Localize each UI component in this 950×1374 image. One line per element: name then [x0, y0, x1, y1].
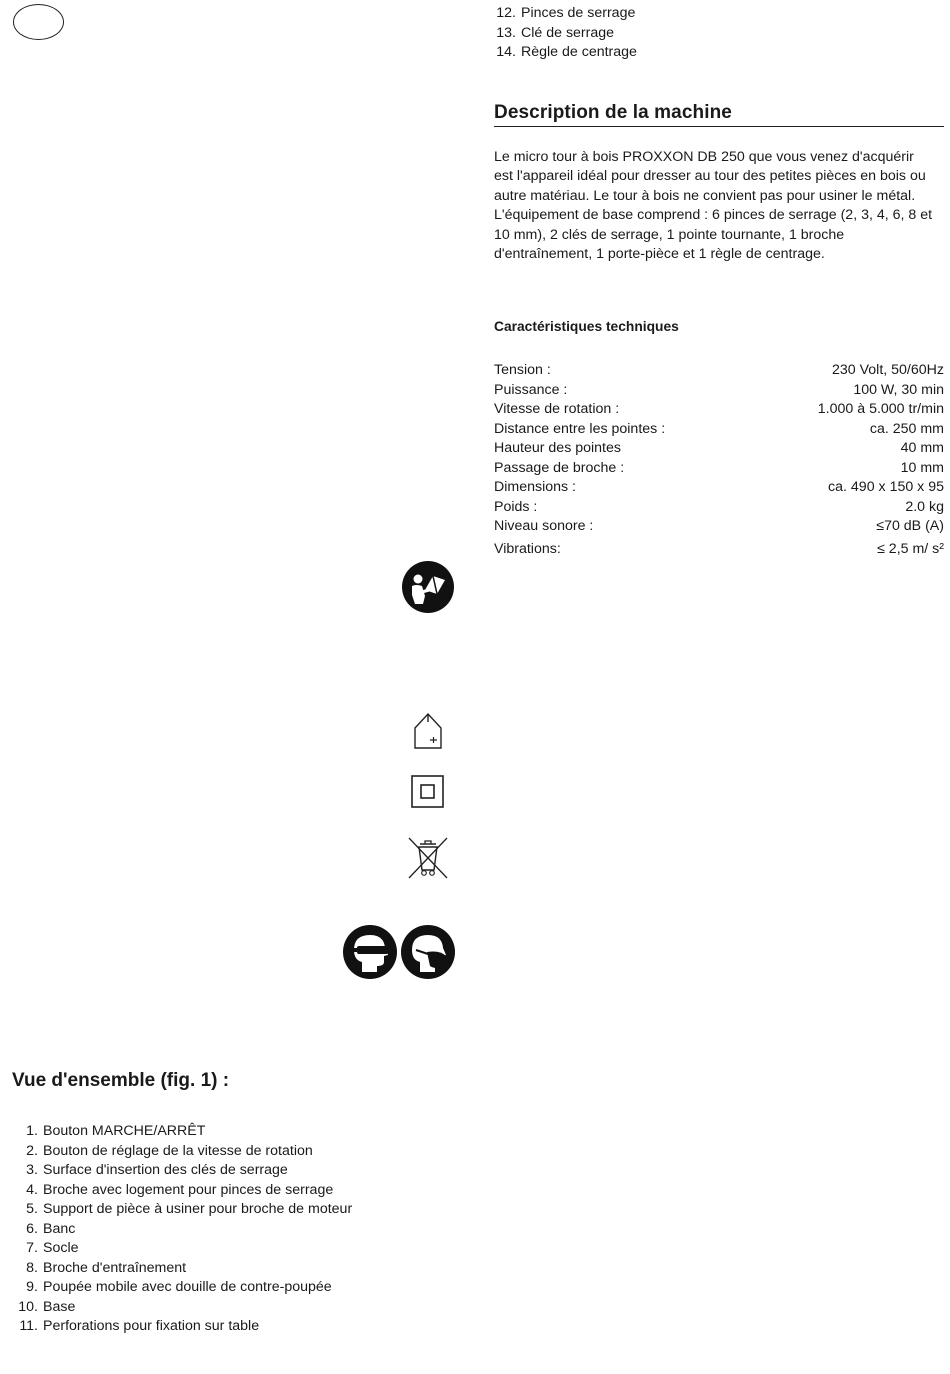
read-manual-icon [401, 560, 455, 614]
spec-row: Vibrations: ≤ 2,5 m/ s² [494, 540, 944, 557]
spec-row: Tension : 230 Volt, 50/60Hz [494, 362, 944, 378]
overview-heading: Vue d'ensemble (fig. 1) : [12, 1070, 230, 1091]
crossed-bin-icon [407, 836, 449, 880]
overview-list [12, 1122, 352, 1337]
spec-row: Puissance : 100 W, 30 min [494, 381, 944, 398]
tech-specs-heading: Caractéristiques techniques [494, 319, 679, 334]
language-badge [13, 4, 64, 40]
list-item: 6. Banc [26, 1220, 76, 1237]
spec-row: Dimensions : ca. 490 x 150 x 95 [494, 479, 944, 495]
spec-row: Niveau sonore : ≤70 dB (A) [494, 518, 944, 534]
description-text: Le micro tour à bois PROXXON DB 250 que vous venez d'acquérir est l'appareil idéal pour dresser au tour des petites pièces en bois ou autre matériau. Le tour à bois ne convient pas pour usiner le métal. L'équipement de base comprend : 6 pinces de serrage (2, 3, 4, 6, 8 et 10 mm), 2 clés de serrage, 1 pointe tournante, 1 broche d'entraînement, 1 porte-pièce et 1 règle de centrage. [494, 149, 933, 263]
list-item: 14. Règle de centrage [496, 44, 637, 60]
spec-row: Distance entre les pointes : ca. 250 mm [494, 420, 944, 437]
spec-row: Passage de broche : 10 mm [494, 459, 944, 476]
eye-protection-icon [342, 924, 398, 980]
list-item: 13. Clé de serrage [496, 24, 615, 41]
list-item: 1. Bouton MARCHE/ARRÊT [26, 1123, 206, 1139]
list-item: 5. Support de pièce à usiner pour broche de moteur [26, 1201, 353, 1217]
list-item: 9. Poupée mobile avec douille de contre-poupée [26, 1279, 332, 1295]
description-heading: Description de la machine [494, 102, 944, 127]
list-item: 3. Surface d'insertion des clés de serrage [26, 1162, 288, 1178]
spec-row: Hauteur des pointes 40 mm [494, 440, 944, 456]
list-item: 11. Perforations pour fixation sur table [19, 1318, 260, 1334]
list-item: 7. Socle [26, 1240, 79, 1256]
indoor-use-icon [413, 712, 443, 750]
spec-row: Vitesse de rotation : 1.000 à 5.000 tr/min [494, 401, 944, 417]
double-insulation-icon [411, 775, 444, 808]
tech-specs-table [494, 361, 944, 559]
list-item: 4. Broche avec logement pour pinces de serrage [26, 1181, 334, 1198]
list-item: 2. Bouton de réglage de la vitesse de rotation [26, 1142, 313, 1159]
list-item: 12. Pinces de serrage [496, 5, 636, 21]
parts-list-continued [494, 4, 637, 63]
dust-mask-icon [400, 924, 456, 980]
list-item: 8. Broche d'entraînement [26, 1259, 187, 1276]
list-item: 10. Base [18, 1298, 76, 1315]
spec-row: Poids : 2.0 kg [494, 498, 944, 515]
